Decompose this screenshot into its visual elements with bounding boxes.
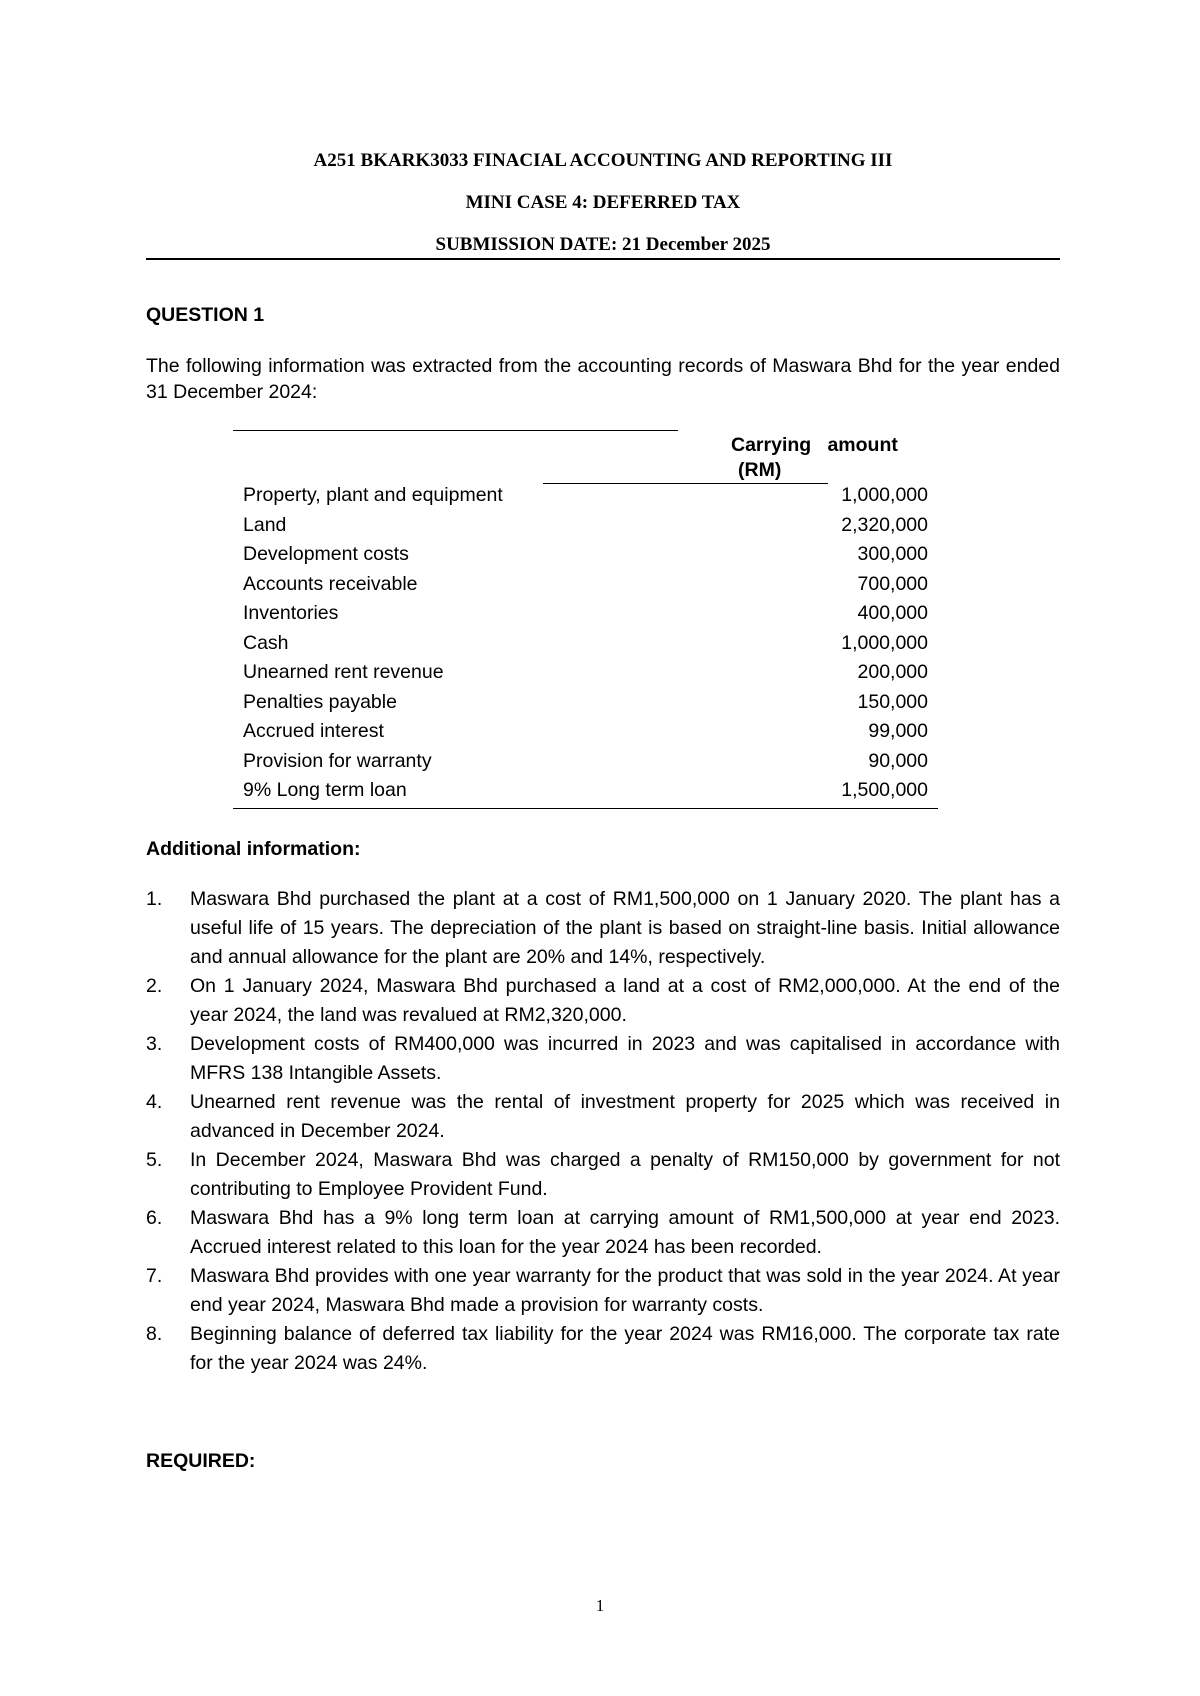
- row-item: 9% Long term loan: [243, 779, 407, 801]
- item-number: 2.: [146, 975, 163, 997]
- row-item: Inventories: [243, 602, 339, 624]
- table-header-line2: (RM): [738, 459, 782, 481]
- table-row: [233, 779, 938, 808]
- table-row: [233, 632, 938, 661]
- item-text: Beginning balance of deferred tax liability for the year 2024 was RM16,000. The corporate tax rate for the year 2024 was 24%.: [190, 1323, 1060, 1374]
- item-text: In December 2024, Maswara Bhd was charged a penalty of RM150,000 by government for not contributing to Employee Provident Fund.: [190, 1149, 1060, 1200]
- row-item: Cash: [243, 631, 289, 654]
- additional-info-title: Additional information:: [146, 838, 361, 860]
- table-row: [233, 661, 938, 690]
- item-number: 8.: [146, 1323, 163, 1345]
- row-amount: 200,000: [857, 661, 928, 683]
- row-item: Penalties payable: [243, 690, 397, 713]
- table-row: [233, 514, 938, 543]
- item-text: Maswara Bhd has a 9% long term loan at carrying amount of RM1,500,000 at year end 2023. Accrued interest related to this loan for the year 2024 has been recorded.: [190, 1207, 1060, 1258]
- table-row: [233, 484, 938, 513]
- item-number: 7.: [146, 1265, 163, 1287]
- question-title: QUESTION 1: [146, 304, 265, 326]
- list-item: [146, 1204, 1060, 1262]
- table-bottom-rule: [233, 808, 938, 809]
- table-row: [233, 602, 938, 631]
- item-text: Maswara Bhd purchased the plant at a cost of RM1,500,000 on 1 January 2020. The plant has a useful life of 15 years. The depreciation of the plant is based on straight-line basis. Initial allowance and annual allowance for the plant are 20% and 14%, respectively.: [190, 888, 1060, 968]
- case-title: MINI CASE 4: DEFERRED TAX: [465, 192, 741, 213]
- row-amount: 1,500,000: [841, 779, 928, 801]
- additional-info-list: [146, 885, 1060, 1378]
- list-item: [146, 1030, 1060, 1088]
- table-row: [233, 691, 938, 720]
- row-item: Development costs: [243, 543, 409, 565]
- list-item: [146, 1262, 1060, 1320]
- required-title: REQUIRED:: [146, 1450, 256, 1472]
- list-item: [146, 885, 1060, 972]
- row-amount: 1,000,000: [841, 631, 928, 654]
- row-item: Provision for warranty: [243, 749, 432, 772]
- item-number: 6.: [146, 1207, 163, 1229]
- submission-date: SUBMISSION DATE: 21 December 2025: [435, 234, 771, 255]
- item-number: 3.: [146, 1033, 163, 1055]
- row-amount: 2,320,000: [841, 513, 928, 536]
- row-amount: 90,000: [868, 749, 928, 772]
- table-header-line1: Carrying amount: [731, 434, 898, 456]
- page-number: 1: [595, 1596, 605, 1615]
- item-number: 4.: [146, 1091, 163, 1113]
- row-amount: 300,000: [857, 543, 928, 565]
- table-row: [233, 573, 938, 602]
- list-item: [146, 1088, 1060, 1146]
- table-row: [233, 750, 938, 779]
- item-number: 5.: [146, 1149, 163, 1171]
- item-number: 1.: [146, 888, 163, 910]
- item-text: On 1 January 2024, Maswara Bhd purchased a land at a cost of RM2,000,000. At the end of the year 2024, the land was revalued at RM2,320,000.: [190, 975, 1060, 1026]
- row-item: Property, plant and equipment: [243, 484, 503, 506]
- item-text: Maswara Bhd provides with one year warranty for the product that was sold in the year 2024. At year end year 2024, Maswara Bhd made a provision for warranty costs.: [190, 1265, 1060, 1316]
- table-top-rule: [233, 430, 678, 431]
- row-item: Land: [243, 513, 287, 536]
- table-row: [233, 543, 938, 572]
- item-text: Development costs of RM400,000 was incurred in 2023 and was capitalised in accordance with MFRS 138 Intangible Assets.: [190, 1033, 1060, 1084]
- row-item: Unearned rent revenue: [243, 661, 444, 683]
- row-amount: 99,000: [868, 720, 928, 742]
- row-item: Accounts receivable: [243, 572, 418, 595]
- table-row: [233, 720, 938, 749]
- item-text: Unearned rent revenue was the rental of investment property for 2025 which was received in advanced in December 2024.: [190, 1091, 1060, 1142]
- row-amount: 400,000: [857, 602, 928, 624]
- row-item: Accrued interest: [243, 720, 384, 742]
- list-item: [146, 1146, 1060, 1204]
- list-item: [146, 972, 1060, 1030]
- list-item: [146, 1320, 1060, 1378]
- row-amount: 1,000,000: [841, 484, 928, 506]
- row-amount: 150,000: [857, 690, 928, 713]
- intro-text: The following information was extracted from the accounting records of Maswara Bhd for the year ended 31 December 2024:: [146, 355, 1060, 403]
- course-title: A251 BKARK3033 FINACIAL ACCOUNTING AND REPORTING III: [313, 150, 893, 171]
- row-amount: 700,000: [857, 572, 928, 595]
- header-divider: [146, 258, 1060, 260]
